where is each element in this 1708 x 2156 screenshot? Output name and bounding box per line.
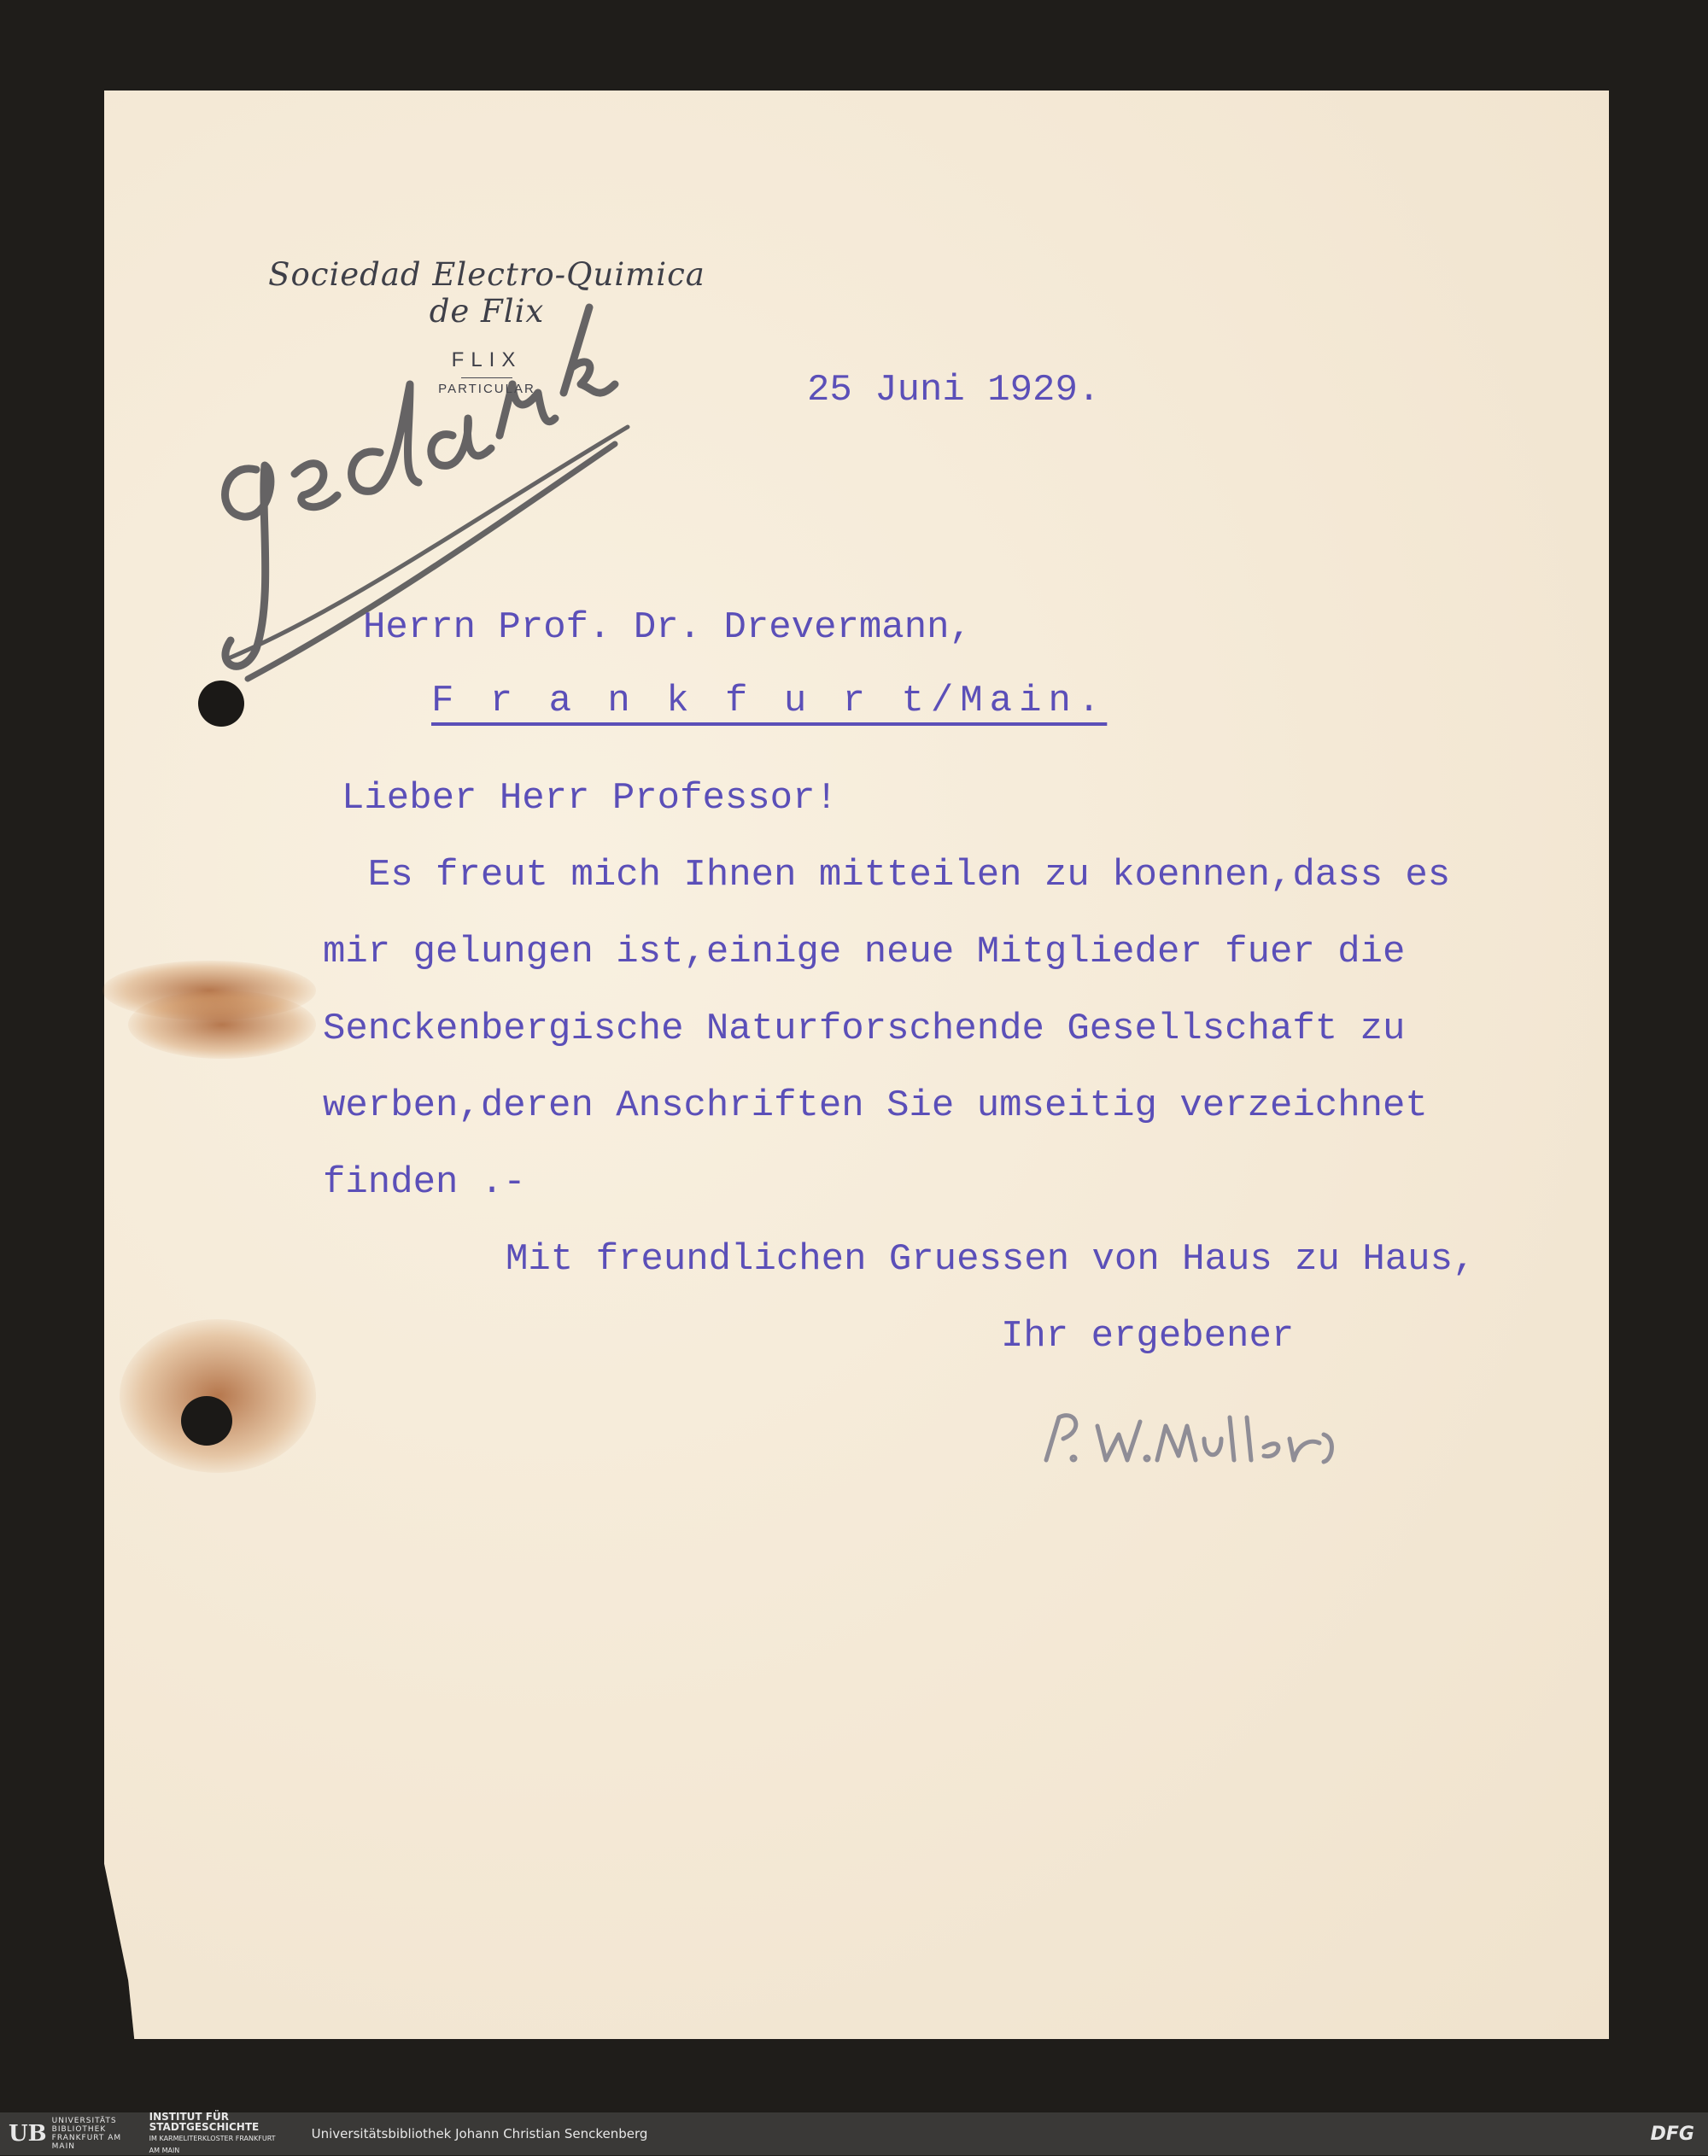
closing-line: Mit freundlichen Gruessen von Haus zu Haus, xyxy=(506,1238,1476,1281)
archive-footer-bar xyxy=(0,2112,1708,2155)
ub-logo-subtitle: UNIVERSITÄTS BIBLIOTHEK FRANKFURT AM MAIN xyxy=(51,2117,122,2151)
salutation: Lieber Herr Professor! xyxy=(342,777,838,820)
ub-logo: UB xyxy=(9,2121,47,2147)
punch-hole-bottom xyxy=(181,1396,232,1446)
punch-hole-top xyxy=(198,681,244,727)
body-line: mir gelungen ist,einige neue Mitglieder fuer die xyxy=(323,931,1406,973)
letter-date: 25 Juni 1929. xyxy=(807,369,1101,412)
closing-signoff: Ihr ergebener xyxy=(1001,1315,1295,1358)
rust-stain-mid xyxy=(128,990,316,1059)
institute-logo xyxy=(149,2112,278,2156)
institute-subtitle: IM KARMELITERKLOSTER FRANKFURT AM MAIN xyxy=(149,2135,276,2154)
recipient-name: Herrn Prof. Dr. Drevermann, xyxy=(363,606,972,649)
rust-stain-bottom xyxy=(120,1319,316,1473)
body-line: finden .- xyxy=(323,1161,526,1204)
body-line: werben,deren Anschriften Sie umseitig verzeichnet xyxy=(323,1084,1428,1127)
recipient-city: F r a n k f u r t/Main. xyxy=(431,680,1108,722)
body-line: Senckenbergische Naturforschende Gesellschaft zu xyxy=(323,1008,1406,1050)
library-name: Universitätsbibliothek Johann Christian Senckenberg xyxy=(311,2126,648,2141)
letterhead-subtitle: PARTICULAR xyxy=(438,382,535,396)
letterhead-company: Sociedad Electro-Quimica de Flix xyxy=(268,256,705,330)
dfg-logo: DFG xyxy=(1650,2123,1694,2145)
body-line: Es freut mich Ihnen mitteilen zu koennen,dass es xyxy=(323,854,1451,897)
institute-name: INSTITUT FÜR STADTGESCHICHTE xyxy=(149,2111,260,2133)
signature xyxy=(1038,1400,1354,1481)
letterhead-city: FLIX xyxy=(451,348,523,371)
